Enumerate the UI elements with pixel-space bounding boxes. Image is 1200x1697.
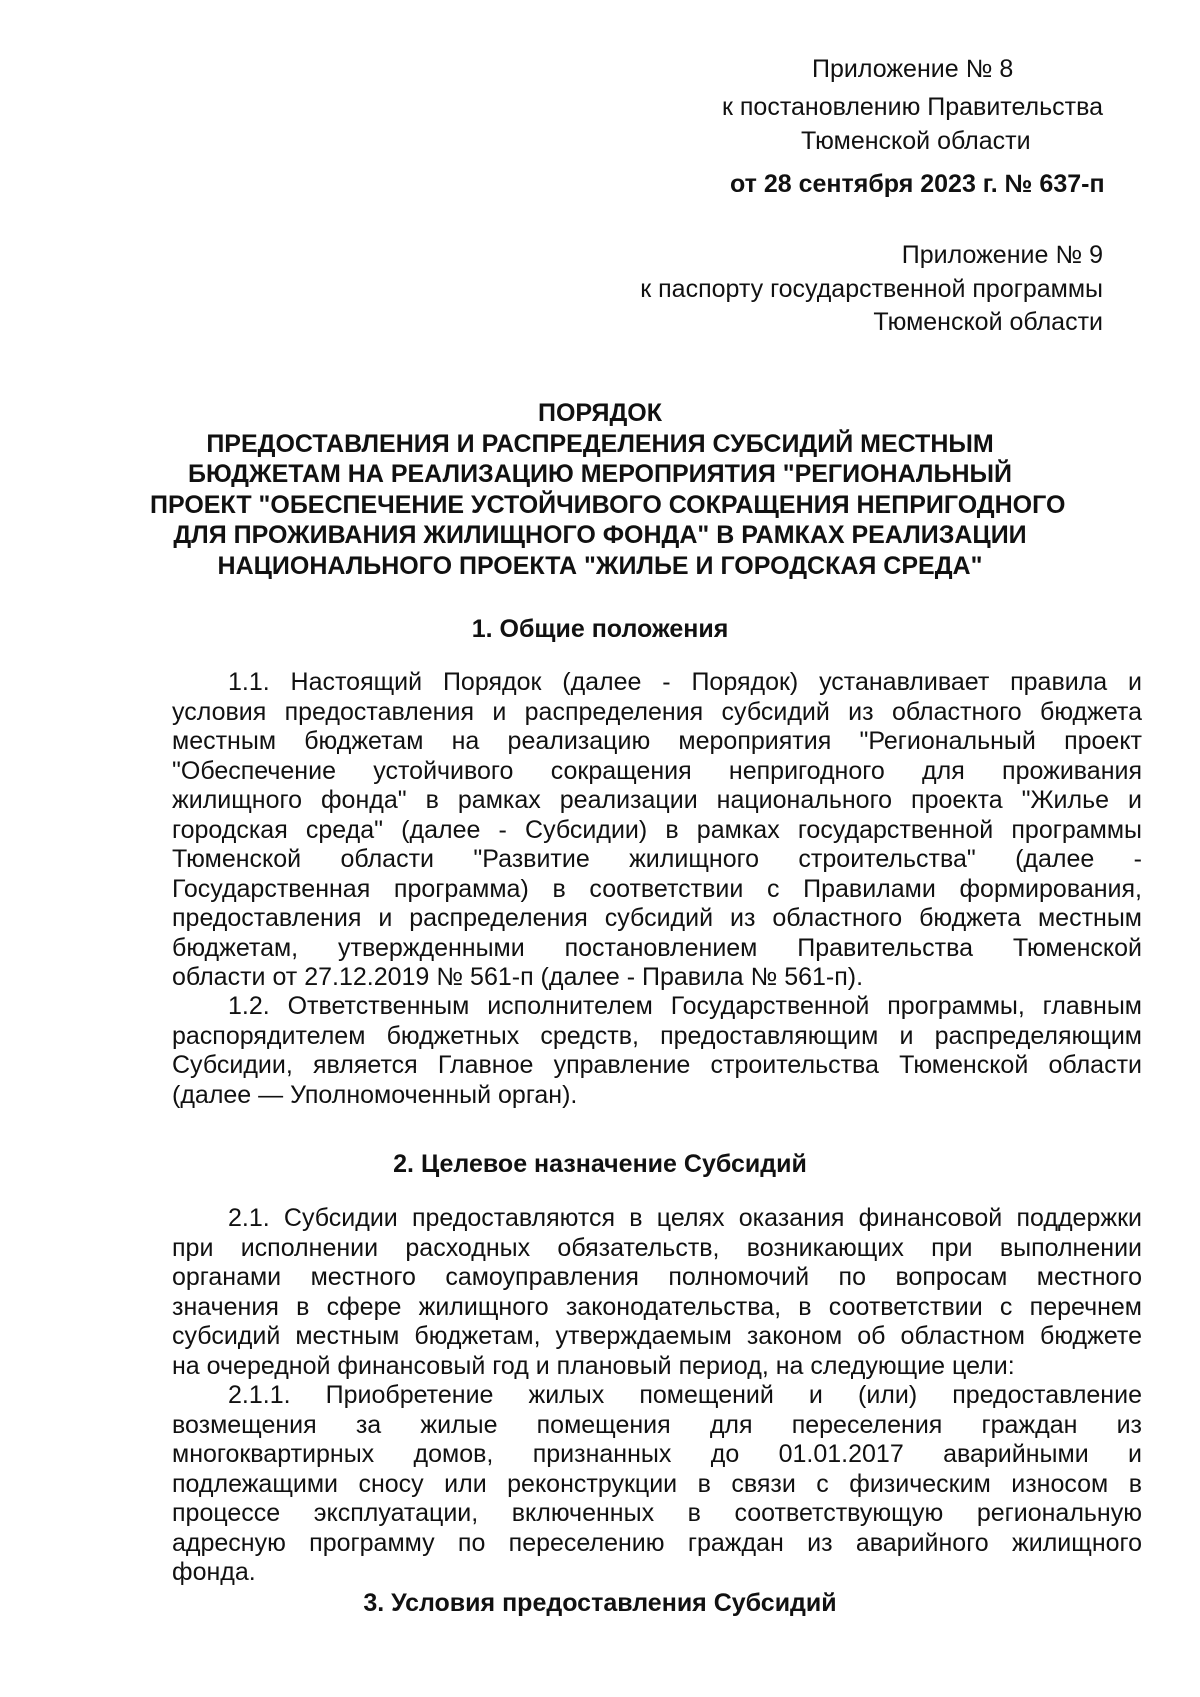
- paragraph-line: на очередной финансовый год и плановый период, на следующие цели:: [172, 1351, 1015, 1380]
- paragraph-2-1: [172, 1204, 1142, 1381]
- paragraph-line: "Обеспечение устойчивого сокращения непригодного для проживания: [172, 756, 1142, 785]
- paragraph-line: органами местного самоуправления полномочий по вопросам местного: [172, 1263, 1142, 1291]
- decree-reference-line1: к постановлению Правительства: [722, 93, 1104, 121]
- paragraph-line: 2.1. Субсидии предоставляются в целях оказания финансовой поддержки: [228, 1204, 1142, 1232]
- paragraph-line: условия предоставления и распределения субсидий из областного бюджета: [172, 697, 1142, 726]
- paragraph-line: значения в сфере жилищного законодательства, в соответствии с перечнем: [172, 1292, 1142, 1321]
- paragraph-line: субсидий местным бюджетам, утверждаемым законом об областном бюджете: [172, 1322, 1142, 1350]
- paragraph-line: процессе эксплуатации, включенных в соответствующую региональную: [172, 1499, 1142, 1527]
- paragraph-2-1-1: [172, 1381, 1142, 1588]
- paragraph-line: жилищного фонда" в рамках реализации национального проекта "Жилье и: [172, 786, 1142, 814]
- title-line: ПОРЯДОК: [538, 399, 662, 427]
- decree-reference-line2: Тюменской области: [801, 127, 1031, 155]
- paragraph-line: многоквартирных домов, признанных до 01.01.2017 аварийными и: [172, 1440, 1142, 1468]
- decree-date-number: от 28 сентября 2023 г. № 637-п: [730, 170, 1105, 198]
- appendix-8-label: Приложение № 8: [812, 55, 1014, 83]
- program-passport-line1: к паспорту государственной программы: [640, 275, 1103, 303]
- paragraph-line: подлежащими сносу или реконструкции в связи с физическим износом в: [172, 1469, 1142, 1498]
- paragraph-line: распорядителем бюджетных средств, предоставляющим и распределяющим: [172, 1021, 1142, 1050]
- paragraph-line: (далее — Уполномоченный орган).: [172, 1080, 578, 1109]
- paragraph-line: при исполнении расходных обязательств, возникающих при выполнении: [172, 1233, 1142, 1262]
- paragraph-line: Субсидии, является Главное управление строительства Тюменской области: [172, 1051, 1142, 1079]
- title-line: НАЦИОНАЛЬНОГО ПРОЕКТА "ЖИЛЬЕ И ГОРОДСКАЯ СРЕДА": [217, 551, 983, 580]
- paragraph-line: предоставления и распределения субсидий из областного бюджета местным: [172, 904, 1142, 932]
- paragraph-line: бюджетам, утвержденными постановлением Правительства Тюменской: [172, 933, 1142, 962]
- section-1-heading: 1. Общие положения: [471, 615, 729, 643]
- paragraph-line: возмещения за жилые помещения для переселения граждан из: [172, 1410, 1142, 1439]
- document-title: [150, 398, 1066, 581]
- paragraph-line: городская среда" (далее - Субсидии) в рамках государственной программы: [172, 815, 1142, 844]
- paragraph-line: 1.2. Ответственным исполнителем Государственной программы, главным: [228, 992, 1142, 1020]
- paragraph-line: области от 27.12.2019 № 561-п (далее - Правила № 561-п).: [172, 963, 864, 991]
- paragraph-line: Тюменской области "Развитие жилищного строительства" (далее -: [172, 845, 1142, 873]
- appendix-9-label: Приложение № 9: [901, 241, 1103, 269]
- paragraph-1-2: [172, 992, 1142, 1110]
- title-line: ДЛЯ ПРОЖИВАНИЯ ЖИЛИЩНОГО ФОНДА" В РАМКАХ РЕАЛИЗАЦИИ: [173, 521, 1027, 549]
- section-3-heading: 3. Условия предоставления Субсидий: [363, 1589, 837, 1617]
- section-2-heading: 2. Целевое назначение Субсидий: [393, 1150, 807, 1178]
- program-passport-line2: Тюменской области: [873, 308, 1103, 336]
- paragraph-line: фонда.: [172, 1558, 256, 1586]
- paragraph-line: адресную программу по переселению граждан из аварийного жилищного: [172, 1528, 1142, 1557]
- paragraph-line: местным бюджетам на реализацию мероприятия "Региональный проект: [172, 727, 1142, 755]
- paragraph-line: Государственная программа) в соответствии с Правилами формирования,: [172, 874, 1142, 903]
- title-line: ПРЕДОСТАВЛЕНИЯ И РАСПРЕДЕЛЕНИЯ СУБСИДИЙ МЕСТНЫМ: [206, 429, 994, 458]
- paragraph-line: 1.1. Настоящий Порядок (далее - Порядок) устанавливает правила и: [228, 668, 1142, 696]
- paragraph-line: 2.1.1. Приобретение жилых помещений и (или) предоставление: [228, 1381, 1142, 1409]
- title-line: ПРОЕКТ "ОБЕСПЕЧЕНИЕ УСТОЙЧИВОГО СОКРАЩЕНИЯ НЕПРИГОДНОГО: [150, 490, 1066, 519]
- title-line: БЮДЖЕТАМ НА РЕАЛИЗАЦИЮ МЕРОПРИЯТИЯ "РЕГИОНАЛЬНЫЙ: [188, 460, 1012, 488]
- paragraph-1-1: [172, 668, 1142, 993]
